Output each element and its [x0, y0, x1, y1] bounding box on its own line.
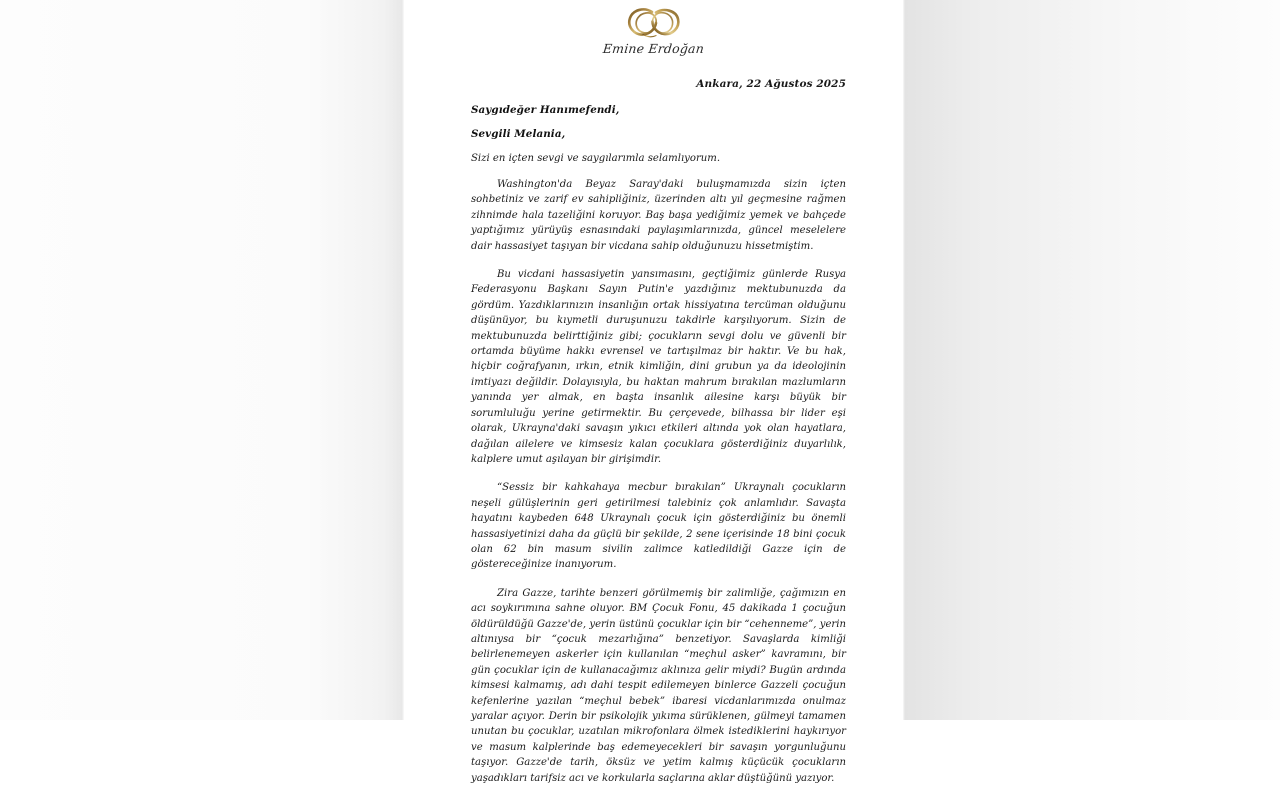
letter-paragraph: Washington'da Beyaz Saray'daki buluşmamızda sizin içten sohbetiniz ve zarif ev sahipliğiniz, üzerinden altı yıl geçmesine rağmen zihnimde hala tazeliğini koruyor. Baş başa yediğimiz yemek ve bahçede yaptığımız yürüyüş esnasındaki paylaşımlarınızda, güncel meselelere dair hassasiyet taşıyan bir vicdana sahip olduğunuzu hissetmiştim.	[471, 179, 846, 252]
letter-page	[404, 0, 903, 784]
letterhead-name: Emine Erdoğan	[602, 41, 705, 56]
date-line: Ankara, 22 Ağustos 2025	[696, 78, 846, 90]
emine-erdogan-monogram-icon	[621, 6, 687, 40]
letter-body	[404, 78, 903, 786]
salutation-line-2: Sevgili Melania,	[471, 128, 566, 140]
letter-paragraph: “Sessiz bir kahkahaya mecbur bırakılan” Ukraynalı çocukların neşeli gülüşlerinin geri getirilmesi talebiniz çok anlamlıdır. Savaşta hayatını kaybeden 648 Ukraynalı çocuk için gösterdiğiniz bu önemli hassasiyetinizi daha da güçlü bir şekilde, 2 sene içerisinde 18 bini çocuk olan 62 bin masum sivilin zalimce katledildiği Gazze için de göstereceğinize inanıyorum.	[471, 482, 846, 571]
greeting-line: Sizi en içten sevgi ve saygılarımla selamlıyorum.	[471, 153, 721, 164]
letter-paragraph: Zira Gazze, tarihte benzeri görülmemiş bir zalimliğe, çağımızın en acı soykırımına sahne oluyor. BM Çocuk Fonu, 45 dakikada 1 çocuğun öldürüldüğü Gazze'de, yerin üstünü çocuklar için bir “cehenneme”, yerin altınıysa bir “çocuk mezarlığına” benzetiyor. Savaşlarda kimliği belirlenemeyen askerler için kullanılan “meçhul asker” kavramını, bir gün çocuklar için de kullanacağımız aklınıza gelir miydi? Bugün ardında kimsesi kalmamış, adı dahi tespit edilemeyen binlerce Gazzeli çocuğun kefenlerine yazılan “meçhul bebek” ibaresi vicdanlarımızda onulmaz yaralar açıyor. Derin bir psikolojik yıkıma sürüklenen, gülmeyi tamamen unutan bu çocuklar, uzatılan mikrofonlara ölmek istediklerini haykırıyor ve masum kalplerinde baş edemeyecekleri bir savaşın yorgunluğunu taşıyor. Gazze'de tarih, öksüz ve yetim kalmış küçücük çocukların yaşadıkları tarifsiz acı ve korkularla saçlarına aklar düştüğünü yazıyor.	[471, 587, 846, 784]
letterhead	[404, 0, 903, 56]
salutation-line-1: Saygıdeğer Hanımefendi,	[471, 104, 620, 116]
letter-paragraph: Bu vicdani hassasiyetin yansımasını, geçtiğimiz günlerde Rusya Federasyonu Başkanı Sayın Putin'e yazdığınız mektubunuzda da gördüm. Yazdıklarınızın insanlığın ortak hissiyatına tercüman olduğunu düşünüyor, bu kıymetli duruşunuzu takdirle karşılıyorum. Sizin de mektubunuzda belirttiğiniz gibi; çocukların sevgi dolu ve güvenli bir ortamda büyüme hakkı evrensel ve tartışılmaz bir haktır. Ve bu hak, hiçbir coğrafyanın, ırkın, etnik kimliğin, dini grubun ya da ideolojinin imtiyazı değildir. Dolayısıyla, bu haktan mahrum bırakılan mazlumların yanında yer almak, en başta insanlık ailesine karşı büyük bir sorumluluğu yerine getirmektir. Bu çerçevede, bilhassa bir lider eşi olarak, Ukrayna'daki savaşın yıkıcı etkileri altında yok olan hayatlara, dağılan ailelere ve kimsesiz kalan çocuklara gösterdiğiniz duyarlılık, kalplere umut aşılayan bir girişimdir.	[471, 269, 846, 465]
